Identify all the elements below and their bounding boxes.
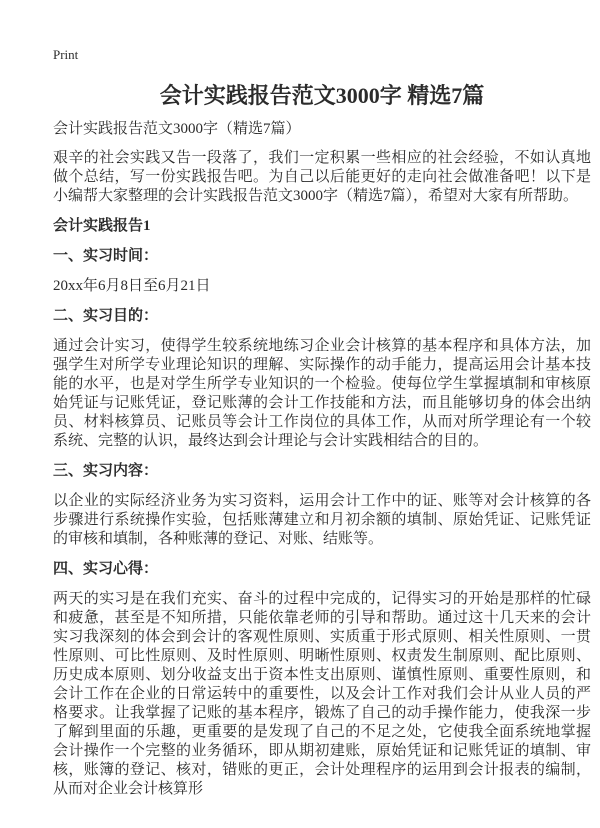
subtitle: 会计实践报告范文3000字（精选7篇） bbox=[53, 121, 301, 137]
page-title: 会计实践报告范文3000字 精选7篇 bbox=[159, 83, 485, 108]
report-1 bbox=[53, 247, 591, 799]
section-heading-internship-purpose: 二、实习目的： bbox=[53, 308, 159, 324]
section-body-internship-content: 以企业的实际经济业务为实习资料，运用会计工作中的证、账等对会计核算的各步骤进行系统操作实验，包括账薄建立和月初余额的填制、原始凭证、记账凭证的审核和填制，各种账薄的登记、对账、结账等。 bbox=[53, 493, 591, 547]
section-body-internship-experience: 两天的实习是在我们充实、奋斗的过程中完成的，记得实习的开始是那样的忙碌和疲惫，甚至是不知所措，只能依靠老师的引导和帮助。通过这十几天来的会计实习我深刻的体会到会计的客观性原则、实质重于形式原则、相关性原则、一贯性原则、可比性原则、及时性原则、明晰性原则、权责发生制原则、配比原则、历史成本原则、划分收益支出于资本性支出原则、谨慎性原则、重要性原则，和会计工作在企业的日常运转中的重要性，以及会计工作对我们会计从业人员的严格要求。让我掌握了记账的基本程序，锻炼了自己的动手操作能力，使我深一步了解到里面的乐趣，更重要的是发现了自己的不足之处，它使我全面系统地掌握会计操作一个完整的业务循环，即从期初建账，原始凭证和记账凭证的填制、审核，账簿的登记、核对，错账的更正，会计处理程序的运用到会计报表的编制，从而对企业会计核算形 bbox=[53, 591, 591, 797]
section-heading-internship-content: 三、实习内容： bbox=[53, 463, 159, 479]
report-1-heading: 会计实践报告1 bbox=[53, 218, 151, 234]
intro-paragraph: 艰辛的社会实践又告一段落了，我们一定积累一些相应的社会经验，不如认真地做个总结，写一份实践报告吧。为自己以后能更好的走向社会做准备吧！以下是小编帮大家整理的会计实践报告范文3000字（精选7篇），希望对大家有所帮助。 bbox=[53, 150, 591, 204]
section-body-internship-time: 20xx年6月8日至6月21日 bbox=[53, 278, 211, 294]
section-heading-internship-experience: 四、实习心得： bbox=[53, 561, 159, 577]
print-button[interactable]: Print bbox=[53, 47, 79, 62]
section-heading-internship-time: 一、实习时间： bbox=[53, 248, 159, 264]
section-body-internship-purpose: 通过会计实习，使得学生较系统地练习企业会计核算的基本程序和具体方法，加强学生对所学专业理论知识的理解、实际操作的动手能力，提高运用会计基本技能的水平，也是对学生所学专业知识的一个检验。使每位学生掌握填制和审核原始凭证与记账凭证，登记账薄的会计工作技能和方法，而且能够切身的体会出纳员、材料核算员、记账员等会计工作岗位的具体工作，从而对所学理论有一个较系统、完整的认识，最终达到会计理论与会计实践相结合的目的。 bbox=[53, 338, 591, 449]
